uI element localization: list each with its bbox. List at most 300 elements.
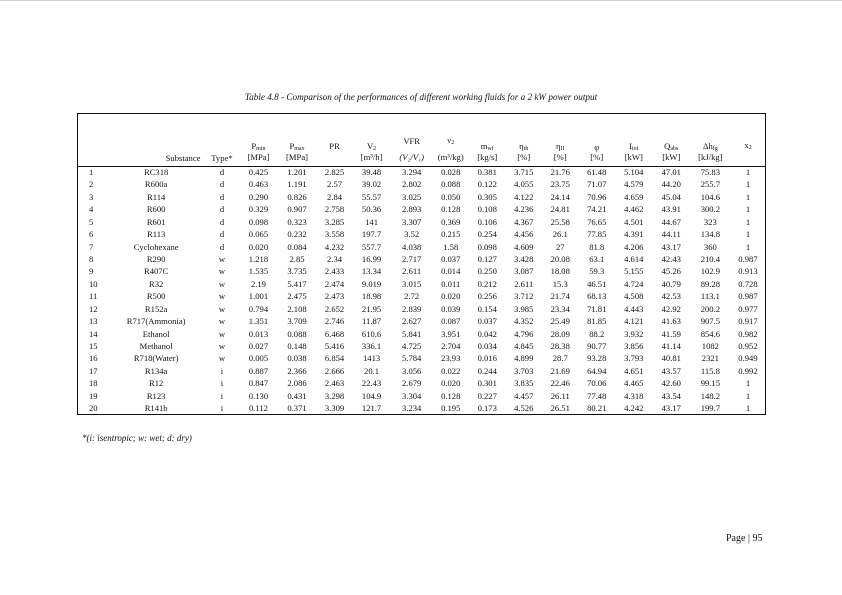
- cell-dhfg: 99.15: [700, 378, 721, 389]
- cell-mwf: 0.244: [477, 365, 497, 376]
- cell-eta-th: 3.428: [514, 253, 534, 264]
- cell-x2: 1: [745, 390, 751, 401]
- cell-itot: 3.856: [624, 341, 644, 352]
- cell-pr: 5.416: [324, 341, 345, 352]
- cell-pmin: 0.463: [248, 179, 269, 190]
- cell-v2dot: 141: [365, 216, 379, 227]
- cell-vfr: 2.893: [402, 204, 422, 215]
- cell-index: 3: [89, 191, 94, 202]
- header-eta-ii: ηII [%]: [542, 114, 579, 166]
- cell-type: d: [219, 229, 225, 240]
- cell-qabs: 40.79: [661, 278, 681, 289]
- cell-phi: 64.94: [587, 365, 607, 376]
- cell-pmin: 0.794: [248, 303, 269, 314]
- cell-x2: 0.987: [738, 291, 758, 302]
- table-row: [78, 290, 765, 302]
- cell-qabs: 41.63: [661, 316, 681, 327]
- cell-vfr: 4.038: [402, 241, 422, 252]
- cell-itot: 3.793: [624, 353, 644, 364]
- cell-dhfg: 323: [703, 216, 717, 227]
- cell-vfr: 2.802: [402, 179, 422, 190]
- cell-type: d: [219, 241, 225, 252]
- cell-type: w: [218, 278, 226, 289]
- cell-index: 11: [89, 291, 98, 302]
- cell-mwf: 0.016: [477, 353, 497, 364]
- cell-nu2: 0.087: [441, 316, 461, 327]
- cell-pr: 6.854: [324, 353, 345, 364]
- cell-v2dot: 557.7: [361, 241, 382, 252]
- cell-pr: 3.558: [324, 229, 345, 240]
- cell-eta-ii: 21.69: [550, 365, 570, 376]
- cell-dhfg: 360: [703, 241, 717, 252]
- cell-v2dot: 1413: [362, 353, 381, 364]
- cell-mwf: 0.250: [477, 266, 497, 277]
- table-footnote: *(i: isentropic; w: wet; d: dry): [82, 433, 192, 443]
- cell-substance: R600: [146, 204, 166, 215]
- cell-qabs: 44.11: [661, 229, 681, 240]
- cell-pmax: 2.85: [289, 253, 305, 264]
- cell-mwf: 0.305: [477, 191, 497, 202]
- cell-eta-th: 4.526: [514, 403, 534, 414]
- cell-vfr: 3.056: [402, 365, 422, 376]
- cell-phi: 46.51: [587, 278, 607, 289]
- cell-type: d: [219, 204, 225, 215]
- cell-itot: 4.508: [624, 291, 644, 302]
- cell-pr: 2.825: [324, 167, 345, 178]
- cell-dhfg: 89.28: [700, 278, 721, 289]
- cell-vfr: 4.725: [402, 341, 422, 352]
- cell-pmax: 1.191: [287, 179, 307, 190]
- cell-nu2: 3.951: [441, 328, 461, 339]
- cell-eta-th: 3.835: [514, 378, 534, 389]
- cell-x2: 0.728: [738, 278, 758, 289]
- header-x2: x2: [731, 114, 765, 166]
- cell-itot: 4.501: [624, 216, 644, 227]
- cell-phi: 70.06: [587, 378, 607, 389]
- cell-eta-ii: 26.11: [550, 390, 570, 401]
- table-row: [78, 241, 765, 253]
- cell-type: w: [218, 253, 226, 264]
- cell-itot: 3.932: [624, 328, 644, 339]
- cell-pmax: 5.417: [287, 278, 307, 289]
- cell-dhfg: 102.9: [700, 266, 721, 277]
- cell-phi: 74.21: [587, 204, 607, 215]
- cell-pr: 2.758: [324, 204, 345, 215]
- cell-eta-th: 4.845: [514, 341, 534, 352]
- cell-substance: R600a: [144, 179, 168, 190]
- cell-pr: 4.232: [324, 241, 345, 252]
- header-pr: PR: [317, 114, 353, 166]
- cell-substance: Ethanol: [142, 328, 170, 339]
- cell-pmax: 0.084: [287, 241, 307, 252]
- cell-vfr: 2.679: [402, 378, 422, 389]
- cell-pmin: 0.847: [248, 378, 269, 389]
- cell-eta-th: 4.352: [514, 316, 534, 327]
- cell-substance: R152a: [144, 303, 168, 314]
- cell-mwf: 0.301: [477, 378, 497, 389]
- cell-index: 7: [89, 241, 94, 252]
- cell-pmax: 3.735: [287, 266, 307, 277]
- cell-eta-ii: 25.49: [550, 316, 570, 327]
- cell-type: i: [220, 365, 224, 376]
- cell-nu2: 0.088: [441, 179, 461, 190]
- cell-eta-ii: 15.3: [552, 278, 568, 289]
- cell-mwf: 0.254: [477, 229, 497, 240]
- cell-phi: 70.96: [587, 191, 607, 202]
- cell-eta-th: 3.715: [514, 167, 534, 178]
- cell-pmin: 0.425: [248, 167, 269, 178]
- cell-vfr: 3.304: [402, 390, 422, 401]
- cell-substance: R601: [146, 216, 166, 227]
- cell-pmin: 1.218: [248, 253, 269, 264]
- cell-qabs: 41.59: [661, 328, 681, 339]
- cell-pr: 2.433: [324, 266, 345, 277]
- cell-nu2: 1.58: [443, 241, 459, 252]
- cell-itot: 4.462: [624, 204, 644, 215]
- cell-nu2: 0.369: [441, 216, 461, 227]
- cell-nu2: 2.704: [441, 341, 461, 352]
- performance-table-frame: [77, 113, 766, 415]
- cell-eta-ii: 26.1: [552, 229, 568, 240]
- cell-pmin: 0.130: [248, 390, 269, 401]
- cell-eta-th: 4.236: [514, 204, 534, 215]
- cell-itot: 4.465: [624, 378, 644, 389]
- cell-pr: 3.309: [324, 403, 345, 414]
- cell-substance: R12: [148, 378, 164, 389]
- cell-index: 8: [89, 253, 94, 264]
- header-qabs: Qabs [kW]: [653, 114, 690, 166]
- cell-itot: 4.318: [624, 390, 644, 401]
- cell-dhfg: 104.6: [700, 191, 721, 202]
- cell-itot: 4.659: [624, 191, 644, 202]
- cell-vfr: 2.611: [402, 266, 422, 277]
- cell-pmin: 0.005: [248, 353, 269, 364]
- cell-type: i: [220, 403, 224, 414]
- cell-pr: 3.298: [324, 390, 345, 401]
- header-itot: Itot [kW]: [615, 114, 653, 166]
- cell-pr: 2.84: [327, 191, 343, 202]
- cell-index: 15: [89, 341, 98, 352]
- cell-substance: R407C: [143, 266, 169, 277]
- table-body: [78, 166, 765, 415]
- cell-phi: 81.8: [589, 241, 605, 252]
- cell-qabs: 41.14: [661, 341, 681, 352]
- cell-pmax: 3.709: [287, 316, 307, 327]
- cell-pmin: 1.535: [248, 266, 269, 277]
- cell-eta-th: 3.985: [514, 303, 534, 314]
- cell-nu2: 0.028: [441, 167, 461, 178]
- cell-qabs: 44.20: [661, 179, 681, 190]
- cell-x2: 1: [745, 241, 751, 252]
- cell-x2: 1: [745, 191, 751, 202]
- cell-itot: 4.206: [624, 241, 644, 252]
- cell-eta-th: 3.712: [514, 291, 534, 302]
- cell-itot: 4.443: [624, 303, 644, 314]
- table-row: [78, 315, 765, 327]
- cell-phi: 80.21: [587, 403, 607, 414]
- cell-v2dot: 11.87: [362, 316, 382, 327]
- cell-x2: 1: [745, 179, 751, 190]
- header-dhfg: Δhfg [kJ/kg]: [690, 114, 731, 166]
- table-row: [78, 216, 765, 228]
- cell-x2: 0.913: [738, 266, 758, 277]
- cell-index: 12: [89, 303, 98, 314]
- cell-type: d: [219, 191, 225, 202]
- table-row: [78, 266, 765, 278]
- cell-eta-ii: 26.51: [550, 403, 570, 414]
- header-eta-th: ηth [%]: [506, 114, 542, 166]
- cell-x2: 1: [745, 204, 751, 215]
- cell-vfr: 3.015: [402, 278, 422, 289]
- cell-qabs: 42.43: [661, 253, 681, 264]
- cell-qabs: 42.92: [661, 303, 681, 314]
- cell-index: 2: [89, 179, 94, 190]
- cell-pmax: 0.038: [287, 353, 307, 364]
- cell-index: 14: [89, 328, 98, 339]
- cell-v2dot: 610.6: [361, 328, 382, 339]
- cell-pmin: 0.112: [248, 403, 268, 414]
- cell-eta-ii: 22.46: [550, 378, 570, 389]
- cell-nu2: 0.022: [441, 365, 461, 376]
- cell-mwf: 0.212: [477, 278, 497, 289]
- cell-index: 10: [89, 278, 98, 289]
- header-phi: φ [%]: [579, 114, 615, 166]
- cell-nu2: 0.037: [441, 253, 461, 264]
- cell-dhfg: 2321: [701, 353, 719, 364]
- cell-x2: 1: [745, 216, 751, 227]
- cell-x2: 0.982: [738, 328, 758, 339]
- cell-type: w: [218, 266, 226, 277]
- cell-pmin: 2.19: [250, 278, 266, 289]
- cell-v2dot: 18.98: [361, 291, 382, 302]
- cell-phi: 71.07: [587, 179, 607, 190]
- cell-phi: 63.1: [589, 253, 605, 264]
- table-row: [78, 353, 765, 365]
- working-fluids-table: [78, 114, 765, 415]
- cell-nu2: 0.195: [441, 403, 461, 414]
- cell-qabs: 43.17: [661, 403, 681, 414]
- cell-pr: 3.285: [324, 216, 345, 227]
- cell-dhfg: 113.1: [700, 291, 720, 302]
- cell-nu2: 0.039: [441, 303, 461, 314]
- cell-nu2: 0.128: [441, 390, 461, 401]
- cell-itot: 4.614: [624, 253, 644, 264]
- cell-type: i: [220, 390, 224, 401]
- header-pmax: Pmax [MPa]: [277, 114, 316, 166]
- cell-pmin: 0.013: [248, 328, 269, 339]
- cell-mwf: 0.037: [477, 316, 497, 327]
- cell-x2: 0.977: [738, 303, 758, 314]
- table-row: [78, 166, 765, 178]
- cell-pmax: 0.826: [287, 191, 307, 202]
- cell-mwf: 0.381: [477, 167, 497, 178]
- cell-nu2: 23.93: [441, 353, 461, 364]
- header-nu2: ν2 (m³/kg): [433, 114, 469, 166]
- header-mwf: mwf [kg/s]: [469, 114, 506, 166]
- cell-pr: 2.57: [327, 179, 343, 190]
- cell-mwf: 0.154: [477, 303, 497, 314]
- cell-eta-ii: 28.7: [552, 353, 568, 364]
- cell-eta-ii: 23.75: [550, 179, 570, 190]
- cell-vfr: 5.841: [402, 328, 422, 339]
- cell-v2dot: 20.1: [364, 365, 380, 376]
- cell-dhfg: 854.6: [700, 328, 721, 339]
- cell-eta-ii: 27: [555, 241, 565, 252]
- cell-pmin: 0.290: [248, 191, 269, 202]
- cell-pmax: 0.371: [287, 403, 307, 414]
- header-pmin: Pmin [MPa]: [239, 114, 277, 166]
- cell-index: 19: [89, 390, 98, 401]
- cell-phi: 61.48: [587, 167, 607, 178]
- cell-eta-th: 4.457: [514, 390, 534, 401]
- cell-pmax: 2.086: [287, 378, 307, 389]
- cell-type: w: [218, 328, 226, 339]
- cell-v2dot: 21.95: [361, 303, 382, 314]
- table-row: [78, 278, 765, 290]
- cell-v2dot: 9.019: [361, 278, 382, 289]
- cell-substance: R717(Ammonia): [126, 316, 186, 327]
- cell-eta-ii: 23.34: [550, 303, 570, 314]
- cell-mwf: 0.256: [477, 291, 497, 302]
- cell-v2dot: 55.57: [361, 191, 382, 202]
- cell-type: w: [218, 303, 226, 314]
- cell-index: 13: [89, 316, 98, 327]
- cell-itot: 4.391: [624, 229, 644, 240]
- cell-type: d: [219, 216, 225, 227]
- cell-qabs: 43.91: [661, 204, 681, 215]
- table-row: [78, 402, 765, 414]
- cell-vfr: 3.52: [404, 229, 420, 240]
- cell-v2dot: 121.7: [361, 403, 382, 414]
- cell-eta-ii: 18.08: [550, 266, 570, 277]
- cell-phi: 77.48: [587, 390, 607, 401]
- cell-eta-th: 4.796: [514, 328, 534, 339]
- cell-qabs: 45.26: [661, 266, 681, 277]
- cell-mwf: 0.173: [477, 403, 497, 414]
- cell-substance: Methanol: [139, 341, 173, 352]
- cell-phi: 77.85: [587, 229, 607, 240]
- header-v2dot: V2 [m³/h]: [353, 114, 391, 166]
- cell-pmax: 1.201: [287, 167, 307, 178]
- cell-nu2: 0.020: [441, 291, 461, 302]
- cell-pr: 2.463: [324, 378, 345, 389]
- cell-itot: 4.579: [624, 179, 644, 190]
- cell-qabs: 43.17: [661, 241, 681, 252]
- cell-eta-th: 4.122: [514, 191, 534, 202]
- cell-pmin: 0.020: [248, 241, 269, 252]
- cell-v2dot: 22.43: [361, 378, 382, 389]
- cell-dhfg: 200.2: [700, 303, 721, 314]
- cell-mwf: 0.042: [477, 328, 497, 339]
- cell-eta-ii: 20.08: [550, 253, 570, 264]
- cell-v2dot: 39.02: [361, 179, 382, 190]
- cell-eta-ii: 25.58: [550, 216, 570, 227]
- cell-itot: 5.155: [624, 266, 644, 277]
- cell-index: 9: [89, 266, 94, 277]
- cell-dhfg: 300.2: [700, 204, 721, 215]
- cell-vfr: 2.717: [402, 253, 422, 264]
- cell-eta-th: 4.055: [514, 179, 534, 190]
- cell-mwf: 0.034: [477, 341, 497, 352]
- cell-pr: 2.652: [324, 303, 345, 314]
- cell-type: i: [220, 378, 224, 389]
- cell-pmax: 0.232: [287, 229, 307, 240]
- table-row: [78, 328, 765, 340]
- cell-vfr: 2.839: [402, 303, 422, 314]
- cell-x2: 0.992: [738, 365, 758, 376]
- table-caption: Table 4.8 - Comparison of the performances of different working fluids for a 2 kW power output: [244, 92, 598, 102]
- cell-x2: 1: [745, 167, 751, 178]
- cell-eta-th: 4.609: [514, 241, 534, 252]
- cell-eta-ii: 28.38: [550, 341, 570, 352]
- cell-index: 6: [89, 229, 94, 240]
- cell-qabs: 45.04: [661, 191, 681, 202]
- cell-dhfg: 255.7: [700, 179, 721, 190]
- cell-pmin: 0.027: [248, 341, 269, 352]
- table-row: [78, 390, 765, 402]
- cell-phi: 93.28: [587, 353, 607, 364]
- table-row: [78, 253, 765, 265]
- cell-pmin: 1.001: [248, 291, 269, 302]
- cell-mwf: 0.106: [477, 216, 497, 227]
- cell-pmax: 0.148: [287, 341, 307, 352]
- table-row: [78, 303, 765, 315]
- cell-phi: 76.65: [587, 216, 607, 227]
- header-type: Type*: [204, 114, 239, 166]
- cell-index: 18: [89, 378, 98, 389]
- cell-v2dot: 13.34: [361, 266, 382, 277]
- cell-eta-ii: 24.81: [550, 204, 570, 215]
- cell-pmax: 2.366: [287, 365, 307, 376]
- table-row: [78, 178, 765, 190]
- cell-mwf: 0.108: [477, 204, 497, 215]
- cell-pmin: 0.329: [248, 204, 269, 215]
- cell-substance: R290: [146, 253, 166, 264]
- cell-type: d: [219, 179, 225, 190]
- table-row: [78, 203, 765, 215]
- cell-qabs: 42.53: [661, 291, 681, 302]
- cell-type: w: [218, 316, 226, 327]
- cell-vfr: 2.72: [404, 291, 420, 302]
- cell-substance: R123: [146, 390, 166, 401]
- cell-index: 20: [89, 403, 98, 414]
- cell-dhfg: 134.8: [700, 229, 721, 240]
- cell-phi: 81.85: [587, 316, 607, 327]
- cell-eta-th: 4.367: [514, 216, 534, 227]
- table-row: [78, 228, 765, 240]
- cell-x2: 1: [745, 229, 751, 240]
- cell-mwf: 0.122: [477, 179, 497, 190]
- cell-pmax: 2.475: [287, 291, 307, 302]
- cell-eta-th: 4.899: [514, 353, 534, 364]
- cell-x2: 0.949: [738, 353, 758, 364]
- cell-substance: R134a: [144, 365, 168, 376]
- cell-vfr: 5.784: [402, 353, 422, 364]
- table-row: [78, 340, 765, 352]
- cell-qabs: 47.01: [661, 167, 681, 178]
- table-row: [78, 365, 765, 377]
- cell-eta-ii: 28.09: [550, 328, 570, 339]
- cell-pmax: 0.088: [287, 328, 307, 339]
- cell-eta-ii: 24.14: [550, 191, 570, 202]
- cell-type: d: [219, 167, 225, 178]
- cell-vfr: 2.627: [402, 316, 422, 327]
- cell-index: 4: [89, 204, 94, 215]
- cell-qabs: 40.81: [661, 353, 681, 364]
- cell-itot: 4.242: [624, 403, 644, 414]
- cell-v2dot: 104.9: [361, 390, 382, 401]
- table-row: [78, 191, 765, 203]
